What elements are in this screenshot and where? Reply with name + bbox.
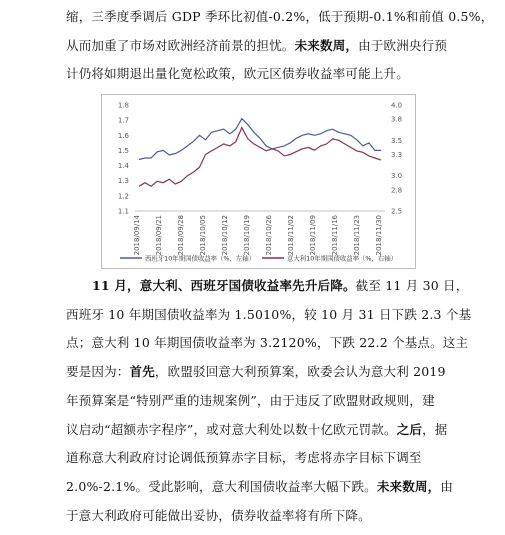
- left-axis-tick-label: 1.3: [117, 177, 129, 186]
- right-axis-tick-label: 3.8: [391, 115, 403, 124]
- text-line: [66, 32, 448, 61]
- bold-segment: 未来数周，: [376, 478, 441, 494]
- x-axis-tick-label: 2018/09/28: [177, 215, 185, 256]
- right-axis-tick-label: 3.5: [391, 136, 403, 145]
- left-axis-tick-label: 1.1: [117, 207, 129, 216]
- x-axis-tick-label: 2018/11/09: [309, 215, 317, 256]
- bold-segment: 未来数周，: [294, 37, 359, 53]
- text-line: 年预算案是“特别严重的违规案例”，由于违反了欧盟财政规则，建: [66, 392, 435, 408]
- text-segment: ，据: [422, 421, 448, 437]
- x-axis-tick-label: 2018/10/26: [265, 215, 273, 256]
- x-axis-tick-label: 2018/11/23: [353, 215, 361, 256]
- text-segment: ，欧盟驳回意大利预算案，欧委会认为意大利 2019: [154, 364, 446, 380]
- x-axis-tick-label: 2018/09/21: [155, 215, 163, 256]
- left-axis-tick-label: 1.2: [117, 192, 129, 201]
- x-axis-tick-label: 2018/09/14: [133, 215, 141, 256]
- intro-paragraph: [66, 3, 494, 89]
- right-axis-tick-label: 3.3: [391, 150, 403, 159]
- text-line: [66, 416, 448, 445]
- text-segment: 议启动“超额赤字程序”，或对意大利处以数十亿欧元罚款。: [66, 421, 397, 437]
- text-line: 于意大利政府可能做出妥协，债券收益率将有所下降。: [66, 507, 371, 523]
- text-segment: 从而加重了市场对欧洲经济前景的担忧。: [66, 37, 295, 53]
- text-segment: 由于欧洲央行预: [358, 37, 448, 53]
- legend-label: 西班牙10年期国债收益率（%，左轴）: [145, 254, 256, 263]
- text-line: [66, 473, 454, 502]
- text-segment: 截至 11 月 30 日，: [355, 278, 469, 293]
- series-line: [139, 128, 381, 187]
- left-axis-tick-label: 1.8: [117, 101, 129, 110]
- text-segment: 要是因为：: [66, 364, 130, 380]
- text-line: 计仍将如期退出量化宽松政策，欧元区债券收益率可能上升。: [66, 66, 409, 82]
- x-axis-tick-label: 2018/11/30: [375, 215, 383, 256]
- text-line: [66, 358, 446, 387]
- text-segment: 由: [440, 478, 454, 494]
- x-axis-tick-label: 2018/10/05: [199, 215, 207, 256]
- right-axis-tick-label: 3.0: [391, 172, 403, 181]
- x-axis-tick-label: 2018/11/16: [331, 215, 339, 256]
- text-line: 点；意大利 10 年期国债收益率为 3.2120%，下跌 22.2 个基点。这主: [66, 335, 469, 351]
- text-segment: 2.0%-2.1%。受此影响，意大利国债收益率大幅下跌。: [66, 478, 377, 494]
- bold-segment: 11 月，意大利、西班牙国债收益率先升后降。: [92, 278, 356, 293]
- right-axis-tick-label: 2.8: [391, 186, 403, 195]
- right-axis-tick-label: 2.5: [391, 207, 403, 216]
- yield-chart: [101, 94, 416, 269]
- left-axis-tick-label: 1.5: [117, 146, 129, 155]
- text-line: 西班牙 10 年期国债收益率为 1.5010%，较 10 月 31 日下跌 2.3 个基: [66, 306, 472, 322]
- right-axis-tick-label: 4.0: [391, 101, 403, 110]
- left-axis-tick-label: 1.7: [117, 116, 129, 125]
- chart-canvas: [102, 95, 417, 270]
- series-line: [139, 119, 381, 160]
- text-line: 缩，三季度季调后 GDP 季环比初值-0.2%，低于预期-0.1%和前值 0.5%，: [66, 9, 494, 24]
- x-axis-tick-label: 2018/10/19: [243, 215, 251, 256]
- bold-segment: 首先: [129, 364, 155, 380]
- left-axis-tick-label: 1.6: [117, 131, 129, 140]
- text-line: [66, 272, 469, 301]
- bold-segment: 之后: [396, 421, 423, 437]
- text-line: 道称意大利政府讨论调低预算赤字目标，考虑将赤字目标下调至: [66, 450, 422, 466]
- analysis-paragraph: [66, 272, 472, 530]
- x-axis-tick-label: 2018/11/02: [287, 215, 295, 256]
- left-axis-tick-label: 1.4: [117, 162, 129, 171]
- x-axis-tick-label: 2018/10/12: [221, 215, 229, 256]
- legend-label: 意大利10年期国债收益率（%，右轴）: [287, 254, 398, 263]
